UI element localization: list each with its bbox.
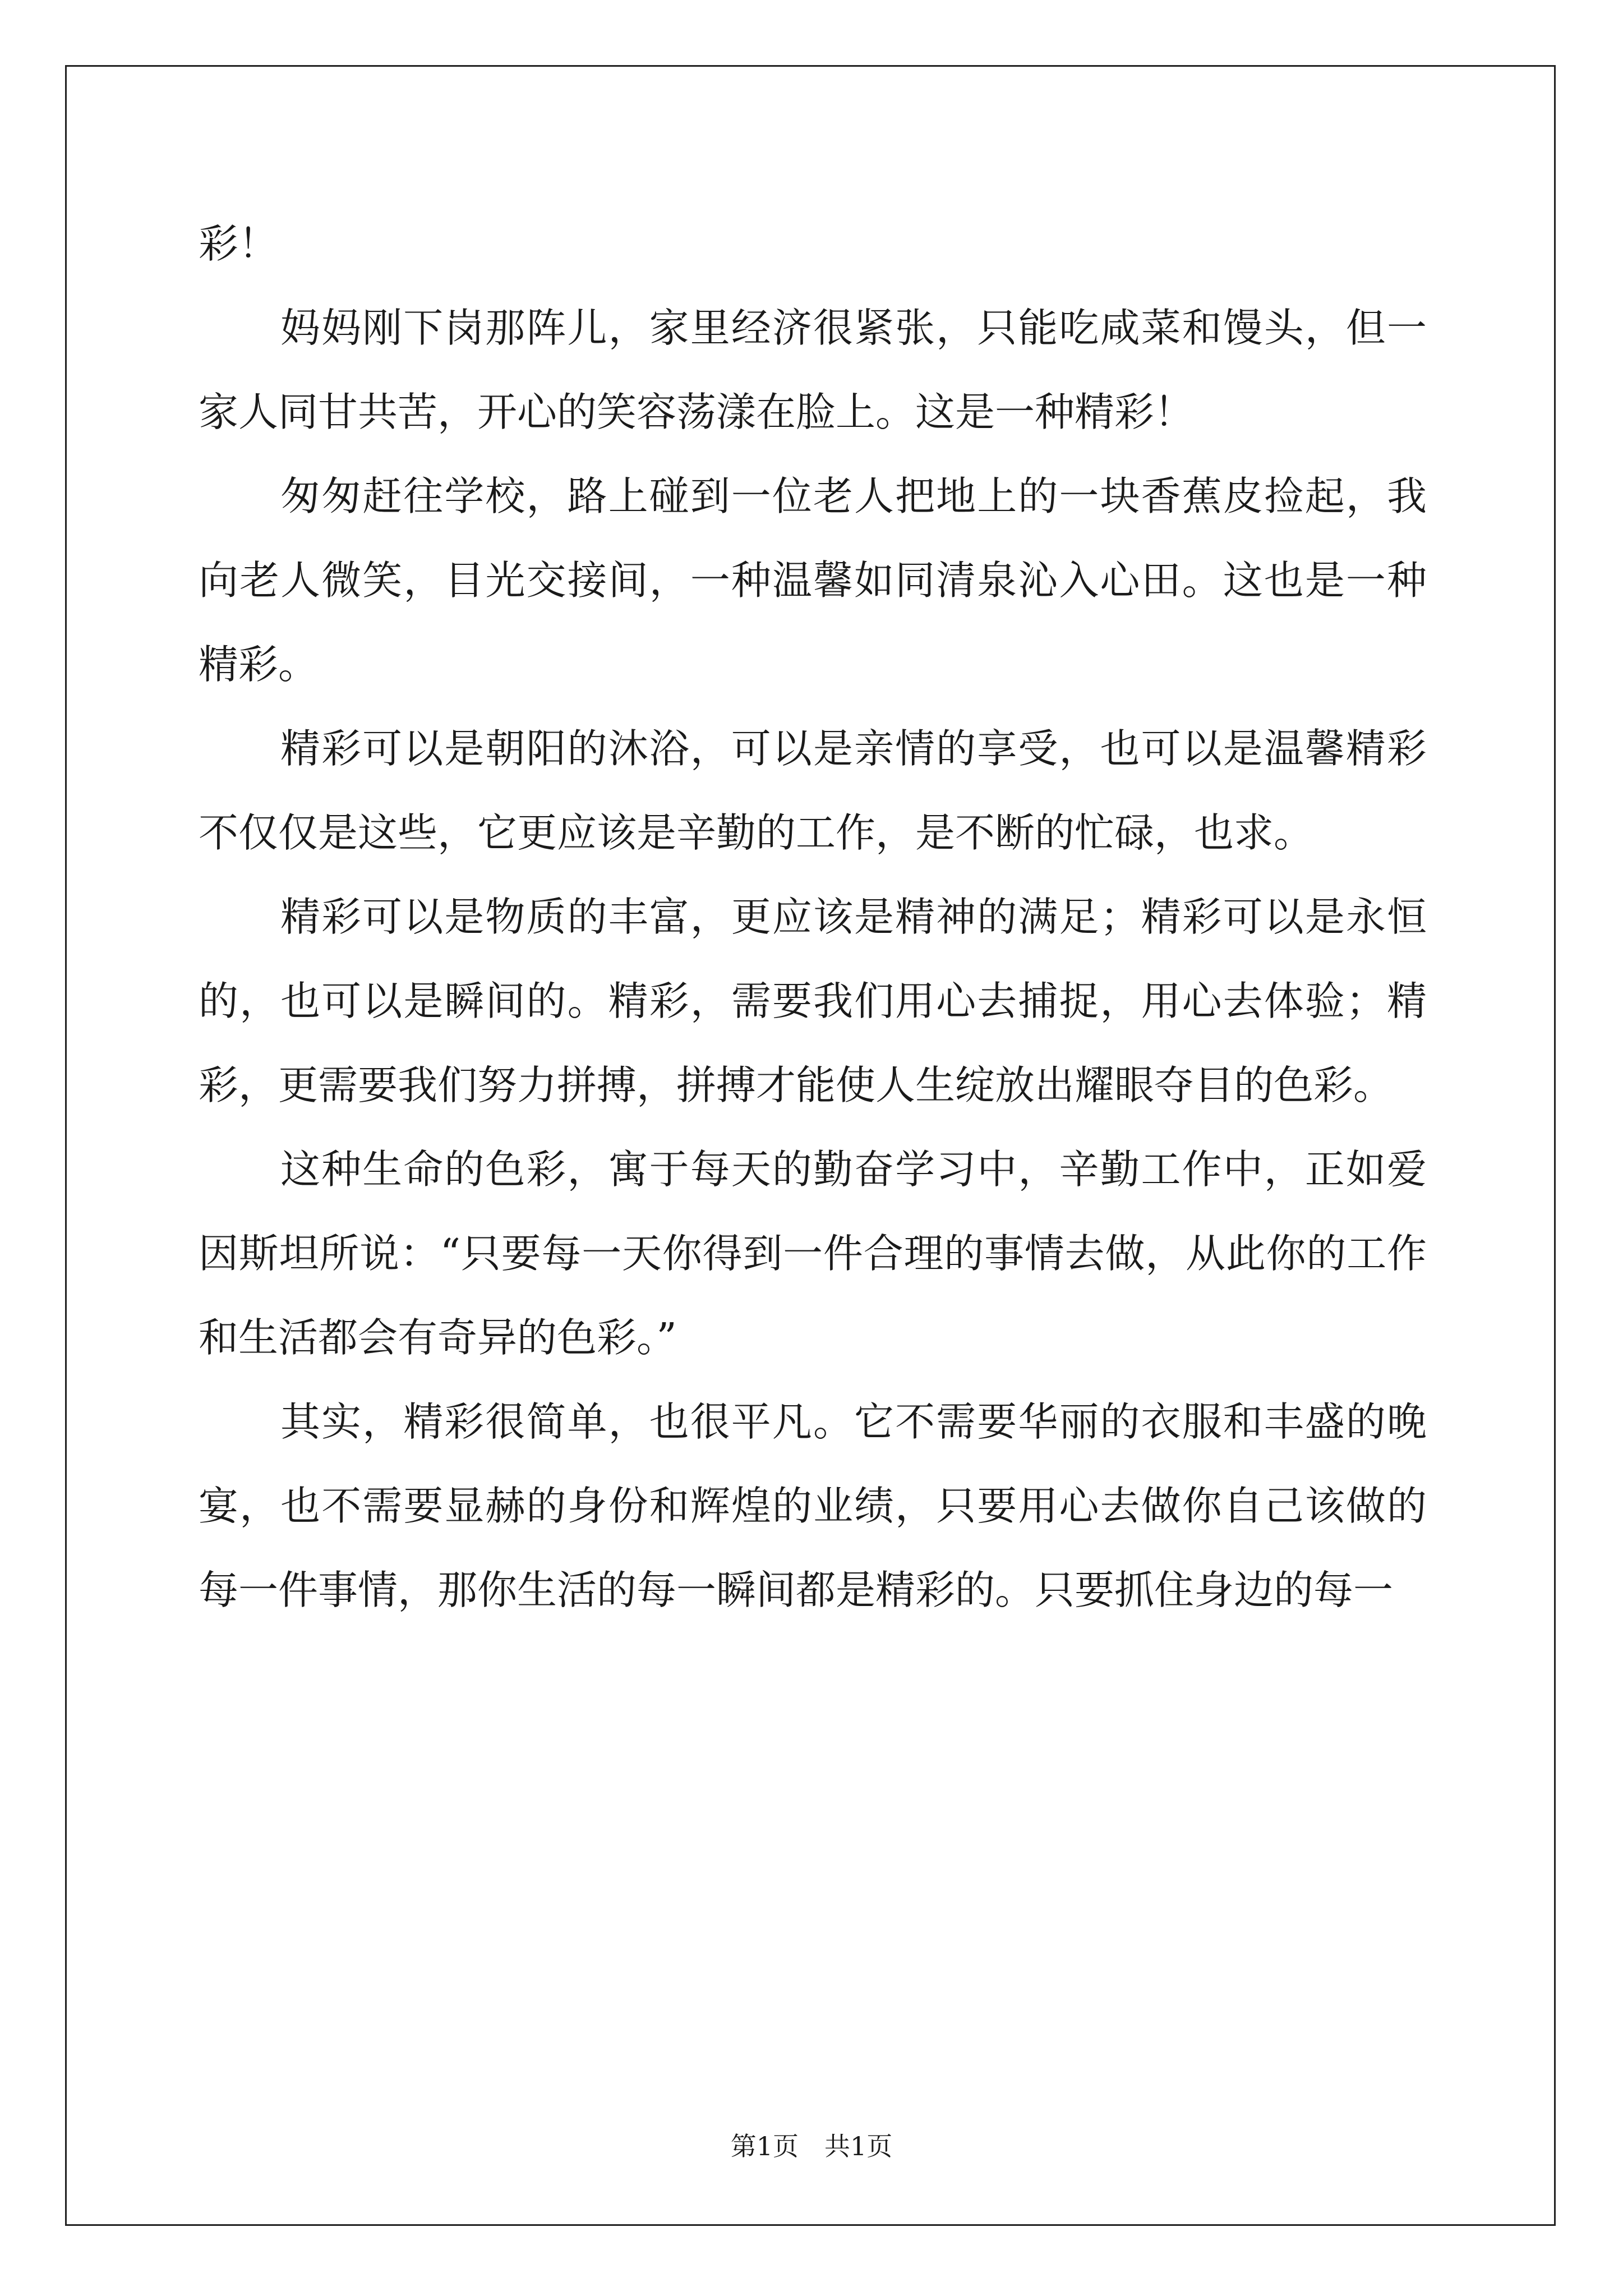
paragraph: 精彩可以是朝阳的沐浴，可以是亲情的享受，也可以是温馨精彩不仅仅是这些，它更应该是辛勤的工作，是不断的忙碌，也求。 — [199, 725, 1427, 856]
paragraph: 匆匆赶往学校，路上碰到一位老人把地上的一块香蕉皮捡起，我向老人微笑，目光交接间，一种温馨如同清泉沁入心田。这也是一种精彩。 — [199, 473, 1427, 688]
paragraph: 这种生命的色彩，寓于每天的勤奋学习中，辛勤工作中，正如爱因斯坦所说：“只要每一天你得到一件合理的事情去做，从此你的工作和生活都会有奇异的色彩。” — [199, 1146, 1427, 1361]
page-number-footer: 第1页 共1页 — [730, 2131, 893, 2161]
paragraph: 妈妈刚下岗那阵儿，家里经济很紧张，只能吃咸菜和馒头，但一家人同甘共苦，开心的笑容荡漾在脸上。这是一种精彩！ — [199, 305, 1427, 435]
document-body — [199, 202, 1427, 1632]
paragraph-continuation: 彩！ — [199, 220, 279, 267]
paragraph: 精彩可以是物质的丰富，更应该是精神的满足；精彩可以是永恒的，也可以是瞬间的。精彩，需要我们用心去捕捉，用心去体验；精彩，更需要我们努力拼搏，拼搏才能使人生绽放出耀眼夺目的色彩。 — [199, 894, 1427, 1108]
paragraph: 其实，精彩很简单，也很平凡。它不需要华丽的衣服和丰盛的晚宴，也不需要显赫的身份和辉煌的业绩，只要用心去做你自己该做的每一件事情，那你生活的每一瞬间都是精彩的。只要抓住身边的每一 — [199, 1398, 1427, 1613]
